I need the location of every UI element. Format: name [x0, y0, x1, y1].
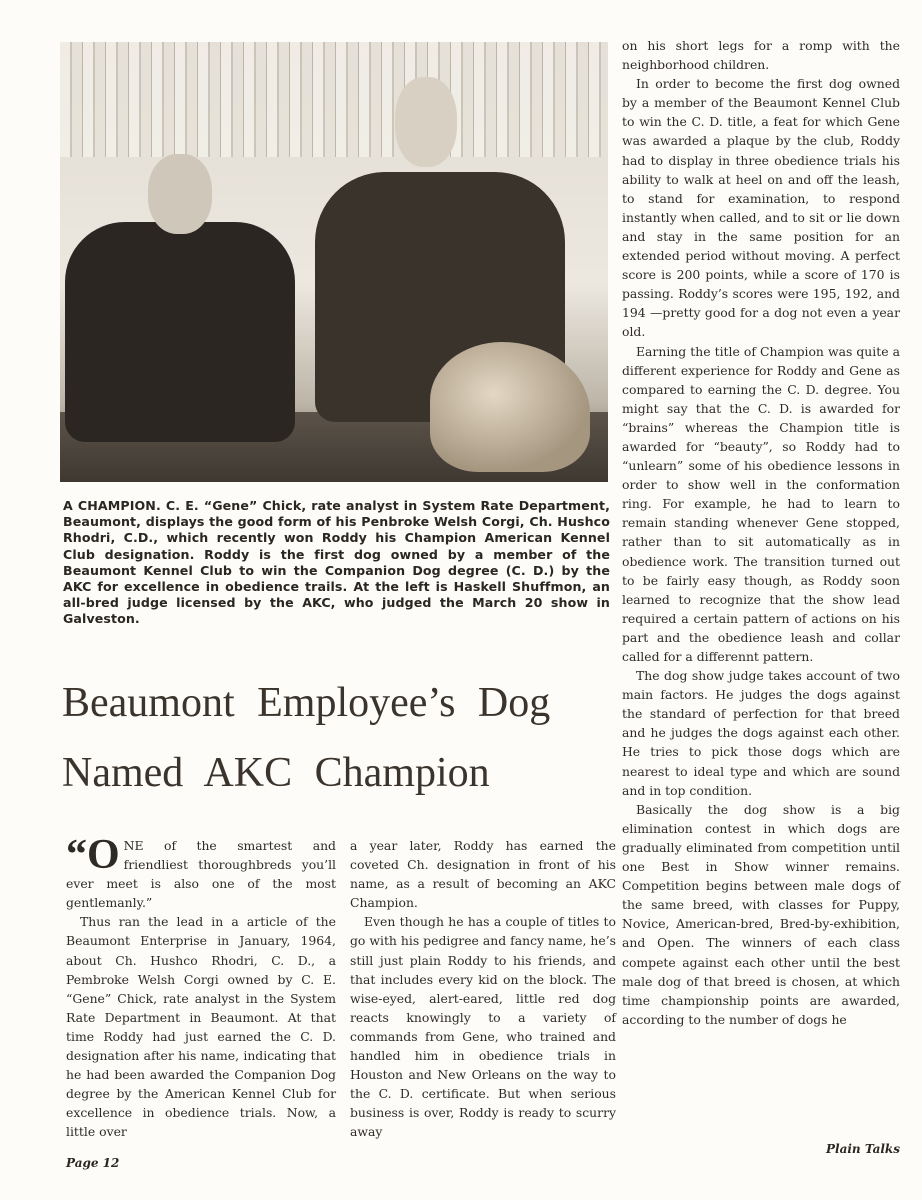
publication-name: Plain Talks [826, 1142, 901, 1156]
article-column-2 [350, 836, 616, 1142]
article-headline [62, 668, 622, 808]
paragraph-continued: a year later, Roddy has earned the coveted Ch. designation in front of his name, as a result of becoming an AKC Champion. [350, 838, 616, 911]
paragraph: Even though he has a couple of titles to go with his pedigree and fancy name, he’s still just plain Roddy to his friends, and that includes every kid on the block. The wise-eyed, alert-eared, little red dog reacts knowingly to a variety of commands from Gene, who trained and handled him in obedience trials in Houston and New Orleans on the way to the C. D. certificate. But when serious business is over, Roddy is ready to scurry away [350, 914, 616, 1140]
lead-paragraph: “O NE of the smartest and friendliest thoroughbreds you’ll ever meet is also one of the most gentlemanly.” [66, 832, 336, 911]
photo-background-blinds [60, 42, 608, 157]
page-number: Page 12 [66, 1156, 120, 1170]
photo-owner-head [395, 77, 457, 167]
photo-caption: A CHAMPION. C. E. “Gene” Chick, rate analyst in System Rate Department, Beaumont, displays the good form of his Penbroke Welsh Corgi, Ch. Hushco Rhodri, C.D., which recently won Roddy his Champion American Kennel Club designation. Roddy is the first dog owned by a member of the Beaumont Kennel Club to win the Companion Dog degree (C. D.) by the AKC for excellence in obedience trails. At the left is Haskell Shuffmon, an all-bred judge licensed by the AKC, who judged the March 20 show in Galveston. [63, 498, 610, 627]
paragraph-continued: on his short legs for a romp with the neighborhood children. [622, 38, 900, 73]
headline-line-2: Named AKC Champion [62, 750, 490, 796]
photo-judge-figure [65, 222, 295, 442]
paragraph: Earning the title of Champion was quite a different experience for Roddy and Gene as compared to earning the C. D. degree. You might say that the C. D. is awarded for “brains” whereas the Champion title is awarded for “beauty”, so Roddy had to “unlearn” some of his obedience lessons in order to show well in the conformation ring. For example, he had to learn to remain standing whenever Gene stopped, rather than to sit automatically as in obedience work. The transition turned out to be fairly easy though, as Roddy soon learned to recognize that the show lead required a certain pattern of actions on his part and the obedience leash and collar called for a differennt pattern. [622, 343, 900, 664]
paragraph: The dog show judge takes account of two main factors. He judges the dogs against the standard of perfection for that breed and he judges the dogs against each other. He tries to pick those dogs which are nearest to ideal type and which are sound and in top condition. [622, 668, 900, 798]
photo-judge-head [148, 154, 212, 234]
photo-corgi [430, 342, 590, 472]
drop-cap: “O [66, 832, 120, 878]
article-column-3 [622, 36, 900, 1029]
paragraph: In order to become the first dog owned by a member of the Beaumont Kennel Club to win the C. D. title, a feat for which Gene was awarded a plaque by the club, Roddy had to display in three obedience trials his ability to walk at heel on and off the leash, to stand for examination, to respond instantly when called, and to sit or lie down and stay in the same position for an extended period without moving. A perfect score is 200 points, while a score of 170 is passing. Roddy’s scores were 195, 192, and 194 —pretty good for a dog not even a year old. [622, 76, 900, 340]
paragraph: Basically the dog show is a big elimination contest in which dogs are gradually eliminated from competition until one Best in Show winner remains. Competition begins between male dogs of the same breed, with classes for Puppy, Novice, American-bred, Bred-by-exhibition, and Open. The winners of each class compete against each other until the best male dog of that breed is chosen, at which time championship points are awarded, according to the number of dogs he [622, 801, 900, 1027]
paragraph: Thus ran the lead in a article of the Beaumont Enterprise in January, 1964, about Ch. Hushco Rhodri, C. D., a Pembroke Welsh Corgi owned by C. E. “Gene” Chick, rate analyst in the System Rate Department in Beaumont. At that time Roddy had just earned the C. D. designation after his name, indicating that he had been awarded the Companion Dog degree by the American Kennel Club for excellence in obedience trials. Now, a little over [66, 914, 336, 1140]
article-photo [60, 42, 608, 482]
headline-line-1: Beaumont Employee’s Dog [62, 680, 551, 726]
article-column-1 [66, 832, 336, 1142]
